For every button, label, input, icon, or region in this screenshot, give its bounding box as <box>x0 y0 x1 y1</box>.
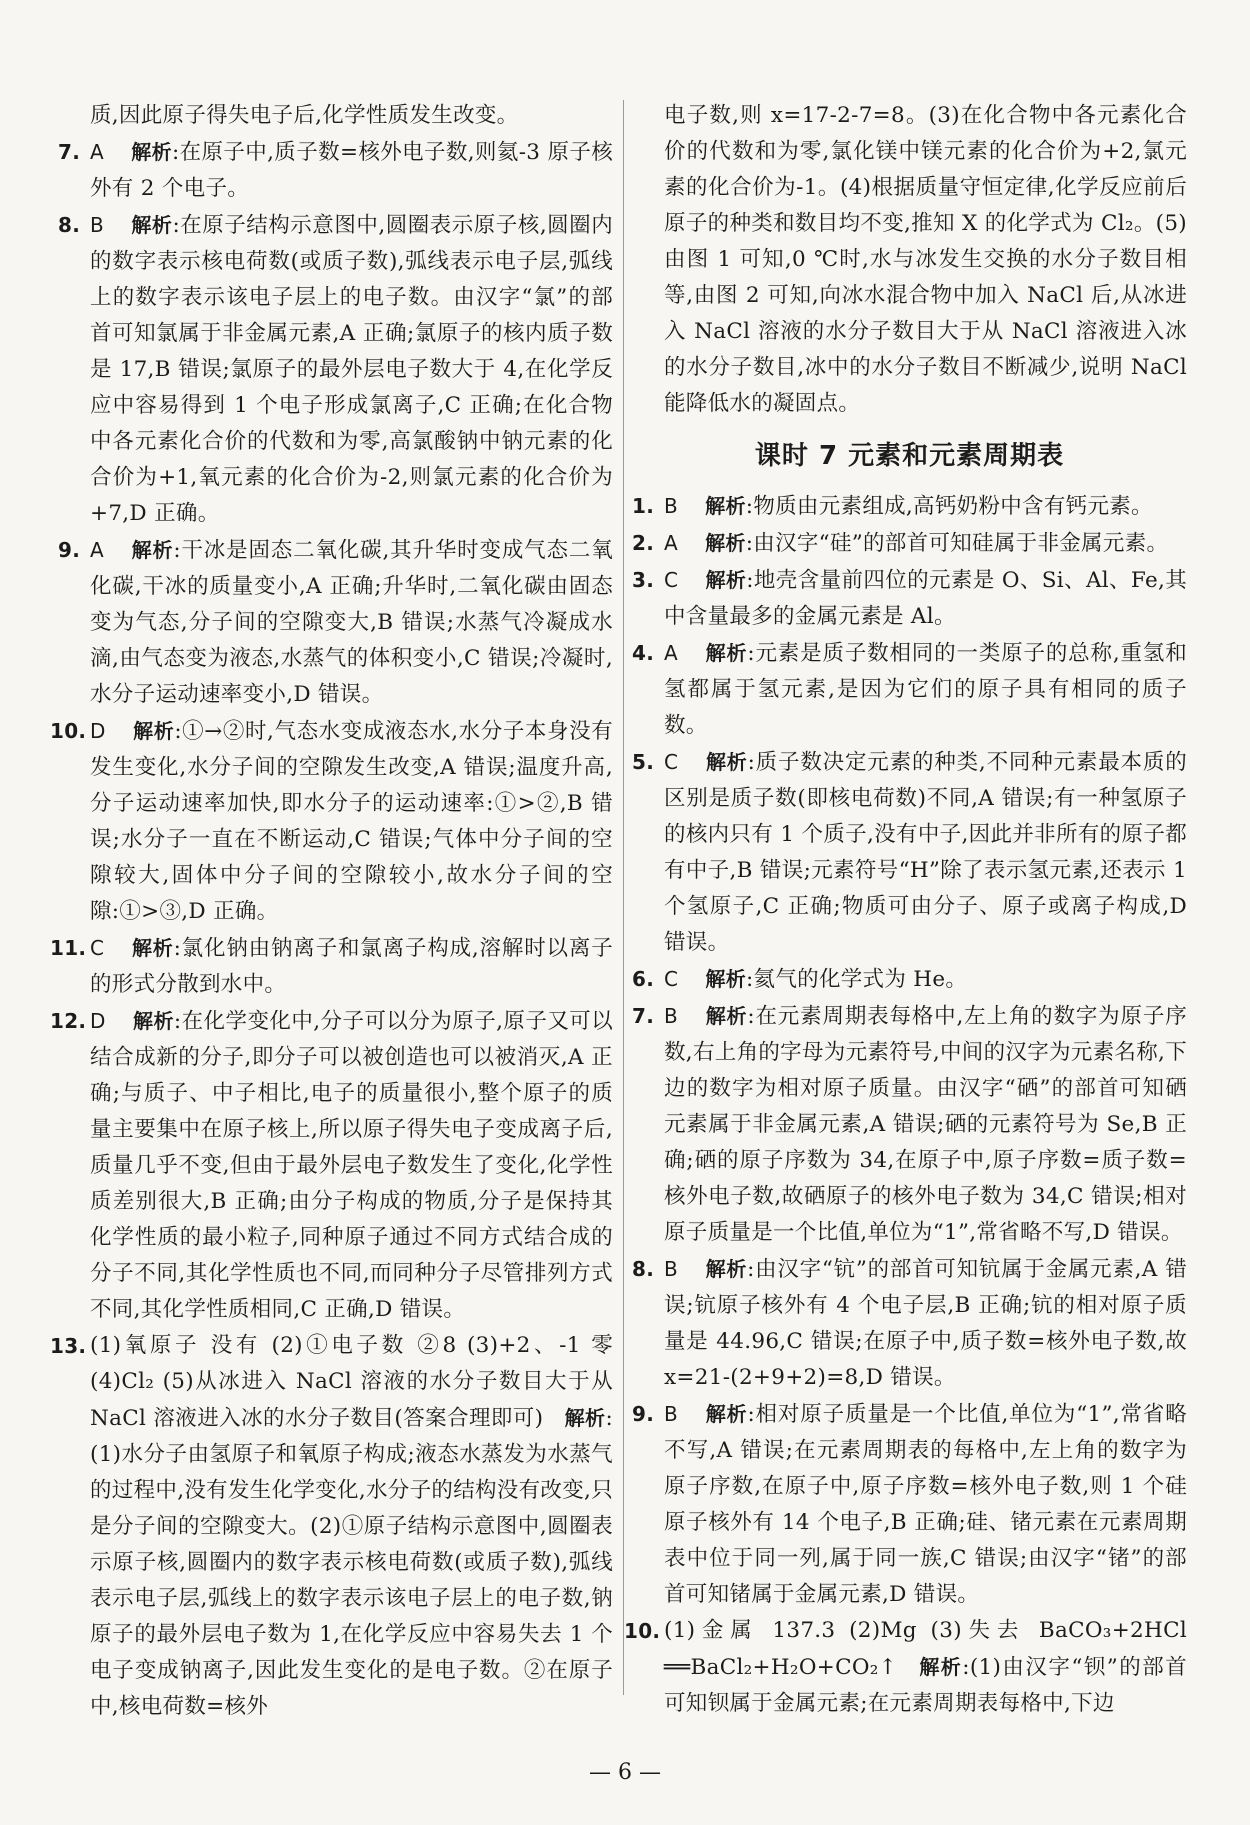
answer-choice: B <box>90 213 105 237</box>
answer-item-10 <box>50 713 613 930</box>
answer-choice: B <box>664 1402 679 1426</box>
item-number: 6. <box>632 967 655 991</box>
answer-item-7 <box>58 134 613 207</box>
answer-choice: A <box>90 140 104 164</box>
analysis-label: 解析 <box>705 494 746 518</box>
analysis-text: :干冰是固态二氧化碳,其升华时变成气态二氧化碳,干冰的质量变小,A 正确;升华时,二氧化碳由固态变为气态,分子间的空隙变大,B 错误;水蒸气冷凝成水滴,由气态变为液态,水蒸气的体积变小,C 错误;冷凝时,水分子运动速率变小,D 错误。 <box>90 538 613 707</box>
analysis-label: 解析 <box>564 1406 606 1430</box>
analysis-label: 解析 <box>705 750 748 774</box>
analysis-label: 解析 <box>131 213 173 237</box>
analysis-label: 解析 <box>705 568 747 592</box>
item-number: 7. <box>58 140 81 164</box>
page-number: — 6 — <box>589 1760 661 1785</box>
answer-choice: C <box>664 568 679 592</box>
answer-choice: B <box>664 1004 679 1028</box>
item-number: 5. <box>632 750 655 774</box>
answer-choice: C <box>90 936 105 960</box>
item-number: 8. <box>632 1257 655 1281</box>
item-number: 13. <box>50 1334 87 1358</box>
item-number: 9. <box>632 1402 655 1426</box>
answer-item-7r <box>632 998 1187 1251</box>
analysis-text: :氦气的化学式为 He。 <box>746 967 968 992</box>
analysis-label: 解析 <box>131 538 174 562</box>
analysis-label: 解析 <box>131 140 172 164</box>
item-number: 4. <box>632 641 655 665</box>
analysis-text: :物质由元素组成,高钙奶粉中含有钙元素。 <box>745 494 1153 519</box>
answer-item-8r <box>632 1251 1187 1396</box>
answer-item-12 <box>50 1003 614 1328</box>
answer-item-10r <box>624 1613 1187 1722</box>
answer-text: (1)氧原子 没有 (2)①电子数 ②8 (3)+2、-1 零 (4)Cl₂ (5)从冰进入 NaCl 溶液的水分子数目大于从 NaCl 溶液进入冰的水分子数目(答案合理即可) <box>90 1333 613 1431</box>
item-number: 2. <box>632 531 655 555</box>
item-number: 11. <box>50 936 87 960</box>
analysis-text: :由汉字“硅”的部首可知硅属于非金属元素。 <box>745 531 1169 556</box>
continued-line: 质,因此原子得失电子后,化学性质发生改变。 <box>90 103 519 128</box>
answer-item-13 <box>50 1328 613 1725</box>
analysis-label: 解析 <box>705 1004 748 1028</box>
analysis-text: :相对原子质量是一个比值,单位为“1”,常省略不写,A 错误;在元素周期表的每格中,左上角的数字为原子序数,在原子中,原子序数=核外电子数,则 1 个硅原子核外有 14 个电子,B 正确;硅、锗元素在元素周期表中位于同一列,属于同一族,C 错误;由汉字“锗”的部首可知锗属于金属元素,D 错误。 <box>664 1402 1187 1607</box>
answer-choice: A <box>664 531 678 555</box>
analysis-label: 解析 <box>133 719 175 743</box>
analysis-label: 解析 <box>919 1655 963 1679</box>
analysis-text: :元素是质子数相同的一类原子的总称,重氢和氢都属于氢元素,是因为它们的原子具有相同的质子数。 <box>664 641 1187 738</box>
item-number: 9. <box>58 538 81 562</box>
analysis-label: 解析 <box>705 1402 748 1426</box>
section-title: 课时 7 元素和元素周期表 <box>754 441 1065 471</box>
analysis-text: :在原子结构示意图中,圆圈表示原子核,圆圈内的数字表示核电荷数(或质子数),弧线表示电子层,弧线上的数字表示该电子层上的电子数。由汉字“氯”的部首可知氯属于非金属元素,A 正确;氯原子的核内质子数是 17,B 错误;氯原子的最外层电子数大于 4,在化学反应中容易得到 1 个电子形成氯离子,C 正确;在化合物中各元素化合价的代数和为零,高氯酸钠中钠元素的化合价为+1,氧元素的化合价为-2,则氯元素的化合价为+7,D 正确。 <box>90 213 614 526</box>
analysis-label: 解析 <box>705 1257 748 1281</box>
answer-item-11 <box>50 930 613 1003</box>
answer-choice: C <box>664 967 679 991</box>
item-number: 12. <box>50 1009 87 1033</box>
answer-item-6 <box>632 961 1187 998</box>
answer-item-2 <box>632 525 1187 562</box>
answer-item-8 <box>58 207 613 532</box>
analysis-text: :质子数决定元素的种类,不同种元素最本质的区别是质子数(即核电荷数)不同,A 错误;有一种氢原子的核内只有 1 个质子,没有中子,因此并非所有的原子都有中子,B 错误;元素符号“H”除了表示氢元素,还表示 1 个氢原子,C 正确;物质可由分子、原子或离子构成,D 错误。 <box>664 750 1187 955</box>
answer-item-9r <box>632 1396 1187 1613</box>
left-column <box>50 98 614 1725</box>
answer-choice: D <box>90 719 106 743</box>
continued-text <box>632 98 1187 422</box>
analysis-text: :(1)水分子由氢原子和氧原子构成;液态水蒸发为水蒸气的过程中,没有发生化学变化,水分子的结构没有改变,只是分子间的空隙变大。(2)①原子结构示意图中,圆圈表示原子核,圆圈内的数字表示核电荷数(或质子数),弧线表示电子层,弧线上的数字表示该电子层上的电子数,钠原子的最外层电子数为 1,在化学反应中容易失去 1 个电子变成钠离子,因此发生变化的是电子数。②在原子中,核电荷数=核外 <box>90 1406 613 1719</box>
analysis-label: 解析 <box>131 936 174 960</box>
answer-text: (1)金属 137.3 (2)Mg (3)失去 BaCO₃+2HCl ══BaCl₂+H₂O+CO₂↑ <box>664 1618 1187 1680</box>
answer-choice: A <box>664 641 678 665</box>
column-divider <box>623 100 624 1695</box>
item-number: 8. <box>58 213 81 237</box>
item-number: 1. <box>632 494 655 518</box>
answer-item-9 <box>58 532 613 713</box>
analysis-text: :地壳含量前四位的元素是 O、Si、Al、Fe,其中含量最多的金属元素是 Al。 <box>664 568 1188 629</box>
item-number: 10. <box>50 719 87 743</box>
analysis-label: 解析 <box>705 531 746 555</box>
analysis-label: 解析 <box>133 1009 174 1033</box>
analysis-text: :(1)由汉字“钡”的部首可知钡属于金属元素;在元素周期表每格中,下边 <box>664 1655 1187 1716</box>
answer-choice: B <box>664 1257 679 1281</box>
analysis-text: :氯化钠由钠离子和氯离子构成,溶解时以离子的形式分散到水中。 <box>90 936 613 997</box>
analysis-text: :在元素周期表每格中,左上角的数字为原子序数,右上角的字母为元素符号,中间的汉字为元素名称,下边的数字为相对原子质量。由汉字“硒”的部首可知硒元素属于非金属元素,A 错误;硒的元素符号为 Se,B 正确;硒的原子序数为 34,在原子中,原子序数=质子数=核外电子数,故硒原子的核外电子数为 34,C 错误;相对原子质量是一个比值,单位为“1”,常省略不写,D 错误。 <box>664 1004 1187 1245</box>
answer-choice: D <box>90 1009 106 1033</box>
analysis-text: :①→②时,气态水变成液态水,水分子本身没有发生变化,水分子间的空隙发生改变,A 错误;温度升高,分子运动速率加快,即水分子的运动速率:①>②,B 错误;水分子一直在不断运动,C 错误;气体中分子间的空隙较大,固体中分子间的空隙较小,故水分子间的空隙:①>③,D 正确。 <box>90 719 613 924</box>
answer-item-1 <box>632 488 1187 525</box>
answer-item-4 <box>632 635 1187 744</box>
analysis-label: 解析 <box>705 641 748 665</box>
continued-text <box>58 98 613 134</box>
answer-choice: C <box>664 750 679 774</box>
item-number: 7. <box>632 1004 655 1028</box>
answer-choice: A <box>90 538 104 562</box>
item-number: 3. <box>632 568 655 592</box>
analysis-text: :在化学变化中,分子可以分为原子,原子又可以结合成新的分子,即分子可以被创造也可以被消灭,A 正确;与质子、中子相比,电子的质量很小,整个原子的质量主要集中在原子核上,所以原子得失电子变成离子后,质量几乎不变,但由于最外层电子数发生了变化,化学性质差别很大,B 正确;由分子构成的物质,分子是保持其化学性质的最小粒子,同种原子通过不同方式结合成的分子不同,其化学性质也不同,而同种分子尽管排列方式不同,其化学性质相同,C 正确,D 错误。 <box>90 1009 614 1322</box>
item-number: 10. <box>624 1619 661 1643</box>
answer-item-3 <box>632 562 1187 635</box>
answer-item-5 <box>632 744 1187 961</box>
analysis-label: 解析 <box>705 967 747 991</box>
continued-analysis: 电子数,则 x=17-2-7=8。(3)在化合物中各元素化合价的代数和为零,氯化镁中镁元素的化合价为+2,氯元素的化合价为-1。(4)根据质量守恒定律,化学反应前后原子的种类和数目均不变,推知 X 的化学式为 Cl₂。(5)由图 1 可知,0 ℃时,水与冰发生交换的水分子数目相等,由图 2 可知,向冰水混合物中加入 NaCl 后,从冰进入 NaCl 溶液的水分子数目大于从 NaCl 溶液进入冰的水分子数目,冰中的水分子数目不断减少,说明 NaCl 能降低水的凝固点。 <box>664 103 1187 416</box>
right-column <box>624 98 1188 1722</box>
answer-choice: B <box>664 494 679 518</box>
analysis-text: :在原子中,质子数=核外电子数,则氦-3 原子核外有 2 个电子。 <box>90 140 614 201</box>
analysis-text: :由汉字“钪”的部首可知钪属于金属元素,A 错误;钪原子核外有 4 个电子层,B 正确;钪的相对原子质量是 44.96,C 错误;在原子中,质子数=核外电子数,故 x=21-(2+9+2)=8,D 错误。 <box>664 1257 1187 1390</box>
